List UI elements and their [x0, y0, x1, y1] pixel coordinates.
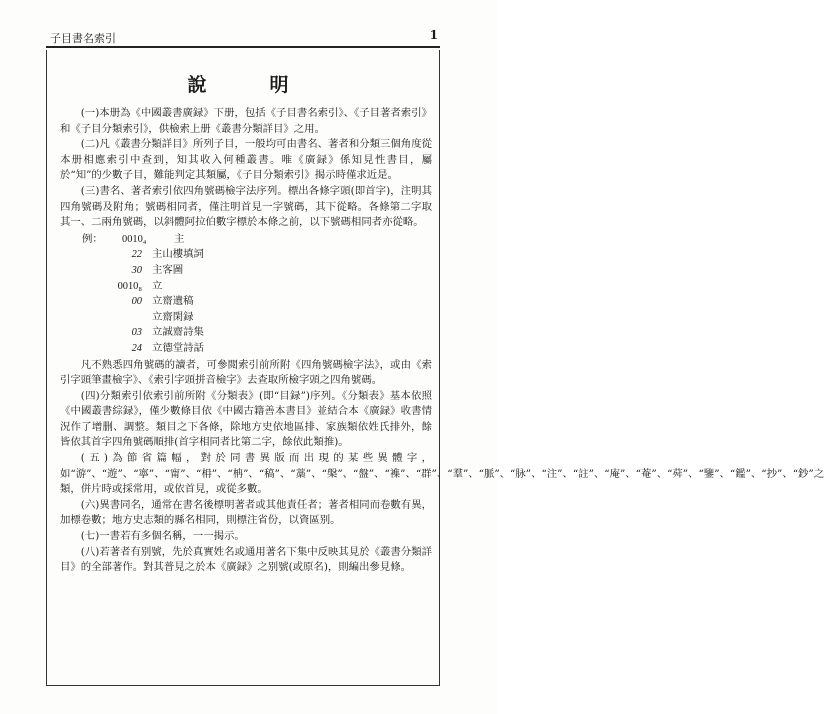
example-term: 立誠齋詩集 [152, 326, 204, 339]
paragraph: (一)本册為《中國叢書廣録》下册，包括《子目書名索引》、《子目著者索引》和《子目分類索引》，供檢索上册《叢書分類詳目》之用。 [60, 107, 432, 135]
section-title: 說 明 [187, 74, 311, 96]
example-list [60, 232, 432, 357]
paragraph: (六)異書同名，通常在書名後標明著者或其他責任者；著者相同而卷數有異，加標卷數；地方史志類的縣名相同，則標注省份，以資區别。 [60, 498, 432, 527]
example-term: 主客圖 [152, 263, 184, 276]
paragraph: (七)一書若有多個名稱，一一揭示。 [80, 530, 245, 543]
example-row [60, 310, 432, 326]
running-title: 子目書名索引 [50, 32, 116, 45]
example-code: 0010₈ [117, 280, 142, 292]
paragraph: 凡不熟悉四角號碼的讀者，可參閲索引前所附《四角號碼檢字法》，或由《索引字頭筆畫檢字》、《索引字頭拼音檢字》去查取所檢字頭之四角號碼。 [60, 358, 432, 387]
paragraph: (五)為節省篇幅，對於同書異版而出現的某些異體字，如“游”、“遊”、“寧”、“甯”、“枏”、“柟”、“稿”、“藁”、“槃”、“盤”、“襍”、“群”、“羣”、“脈”、“脉”、“注”、“註”、“庵”、“菴”、“荈”、“鑒”、“鑑”、“抄”、“鈔”之類，併片時或採常用，或依首見，或從多數。 [60, 452, 824, 496]
example-code [60, 310, 152, 326]
example-term: 立 [152, 279, 163, 292]
paragraph: (二)凡《叢書分類詳目》所列子目，一般均可由書名、著者和分類三個角度從本册相應索引中查到，知其收入何種叢書。唯《廣録》係知見性書目，屬於“知”的少數子目，難能判定其類屬，《子目分類索引》揭示時僅求近是。 [60, 138, 432, 182]
example-code: 0010₄ [122, 233, 147, 245]
paragraph: (四)分類索引依索引前所附《分類表》(即“目録”)序列。《分類表》基本依照《中國叢書綜録》，僅少數條目依《中國古籍善本書目》並結合本《廣録》收書情況作了增删、調整。類目之下各條，除地方史依地區排、家族類依姓氏排外，餘皆依其首字四角號碼順排(首字相同者比第二字，餘依此類推)。 [60, 389, 432, 449]
example-code: 00 [131, 296, 142, 308]
paragraph: (三)書名、著者索引依四角號碼檢字法序列。標出各條字頭(即首字)，注明其四角號碼及附角；號碼相同者，僅注明首見一字號碼，其下從略。各條第二字取其一、二兩角號碼，以斜體阿拉伯數字標於本條之前，以下號碼相同者亦從略。 [60, 184, 432, 229]
example-row [60, 232, 432, 248]
example-row [60, 325, 432, 341]
example-row [60, 247, 432, 263]
example-row [60, 341, 432, 357]
example-term: 主 [174, 232, 185, 245]
example-code: 30 [131, 264, 142, 276]
header-rule [46, 46, 440, 48]
body-text [60, 106, 824, 576]
example-row [60, 294, 432, 310]
example-code: 22 [131, 249, 142, 261]
example-term: 立齋閑録 [152, 310, 194, 323]
paragraph: (八)若著者有别號，先於真實姓名或通用著名下集中反映其見於《叢書分類詳目》的全部著作。對其普見之於本《廣録》之别號(或原名)，則編出參見條。 [60, 545, 432, 574]
example-term: 主山樓填詞 [152, 248, 204, 261]
page-number: 1 [429, 28, 438, 42]
example-label: 例： [82, 233, 103, 245]
example-term: 立德堂詩話 [152, 341, 204, 354]
example-code: 03 [131, 327, 142, 339]
example-row [60, 279, 432, 295]
example-code: 24 [131, 342, 142, 354]
example-term: 立齋遺稿 [152, 295, 194, 308]
example-row [60, 263, 432, 279]
